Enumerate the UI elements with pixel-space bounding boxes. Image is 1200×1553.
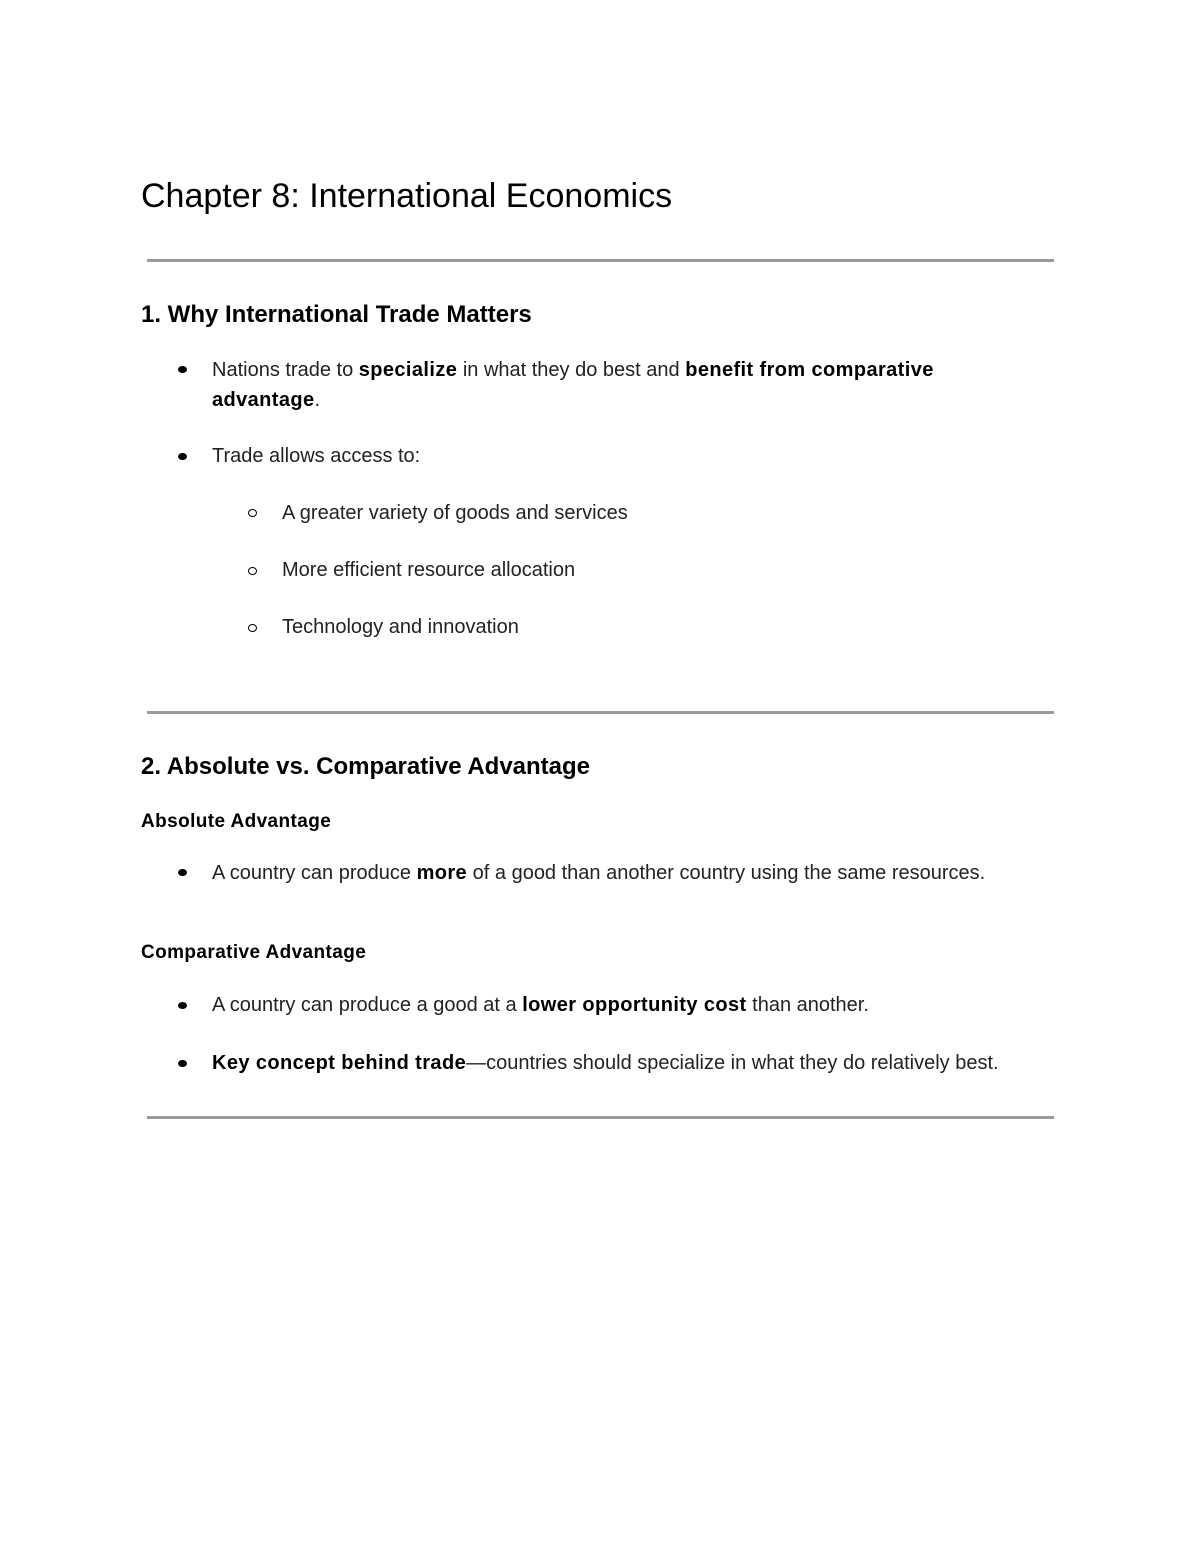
text-span: A country can produce [212,862,417,884]
bullet-dot-icon [178,453,187,460]
section-1-heading: 1. Why International Trade Matters [141,301,532,328]
sub-item: More efficient resource allocation [282,559,576,581]
text-span: —countries should specialize in what they do relatively best. [466,1052,999,1074]
text-span: than another. [746,994,869,1016]
text-span: of a good than another country using the same resources. [467,862,986,884]
bold-span: benefit from comparative [685,359,934,381]
divider [147,259,1054,262]
absolute-bullet-1 [212,858,985,888]
subsection-absolute-heading: Absolute Advantage [141,811,332,832]
bold-span: advantage [212,389,315,411]
bullet-ring-icon [248,567,257,575]
comparative-bullet-2 [212,1048,999,1078]
subsection-comparative-heading: Comparative Advantage [141,942,367,963]
bullet-ring-icon [248,509,257,517]
bold-span: Key concept behind trade [212,1052,467,1074]
bold-span: lower opportunity cost [522,994,747,1016]
bold-span: more [416,862,468,884]
bullet-dot-icon [178,366,187,373]
bold-span: specialize [358,359,458,381]
text-span: in what they do best and [457,359,686,381]
divider [147,1116,1054,1119]
sub-item: A greater variety of goods and services [282,502,628,524]
page-title: Chapter 8: International Economics [141,177,673,215]
text-span: A country can produce a good at a [212,994,523,1016]
sub-item: Technology and innovation [282,616,519,638]
section-1-bullet-2: Trade allows access to: [212,445,421,467]
text-span: . [314,389,321,411]
comparative-bullet-1 [212,990,869,1020]
divider [147,711,1054,714]
bullet-dot-icon [178,1060,187,1067]
bullet-dot-icon [178,1002,187,1009]
bullet-ring-icon [248,624,257,632]
text-span: Nations trade to [212,359,359,381]
section-1-bullet-1-line-2 [212,385,320,415]
bullet-dot-icon [178,869,187,876]
section-1-bullet-1-line-1 [212,355,934,385]
section-2-heading: 2. Absolute vs. Comparative Advantage [141,753,591,780]
